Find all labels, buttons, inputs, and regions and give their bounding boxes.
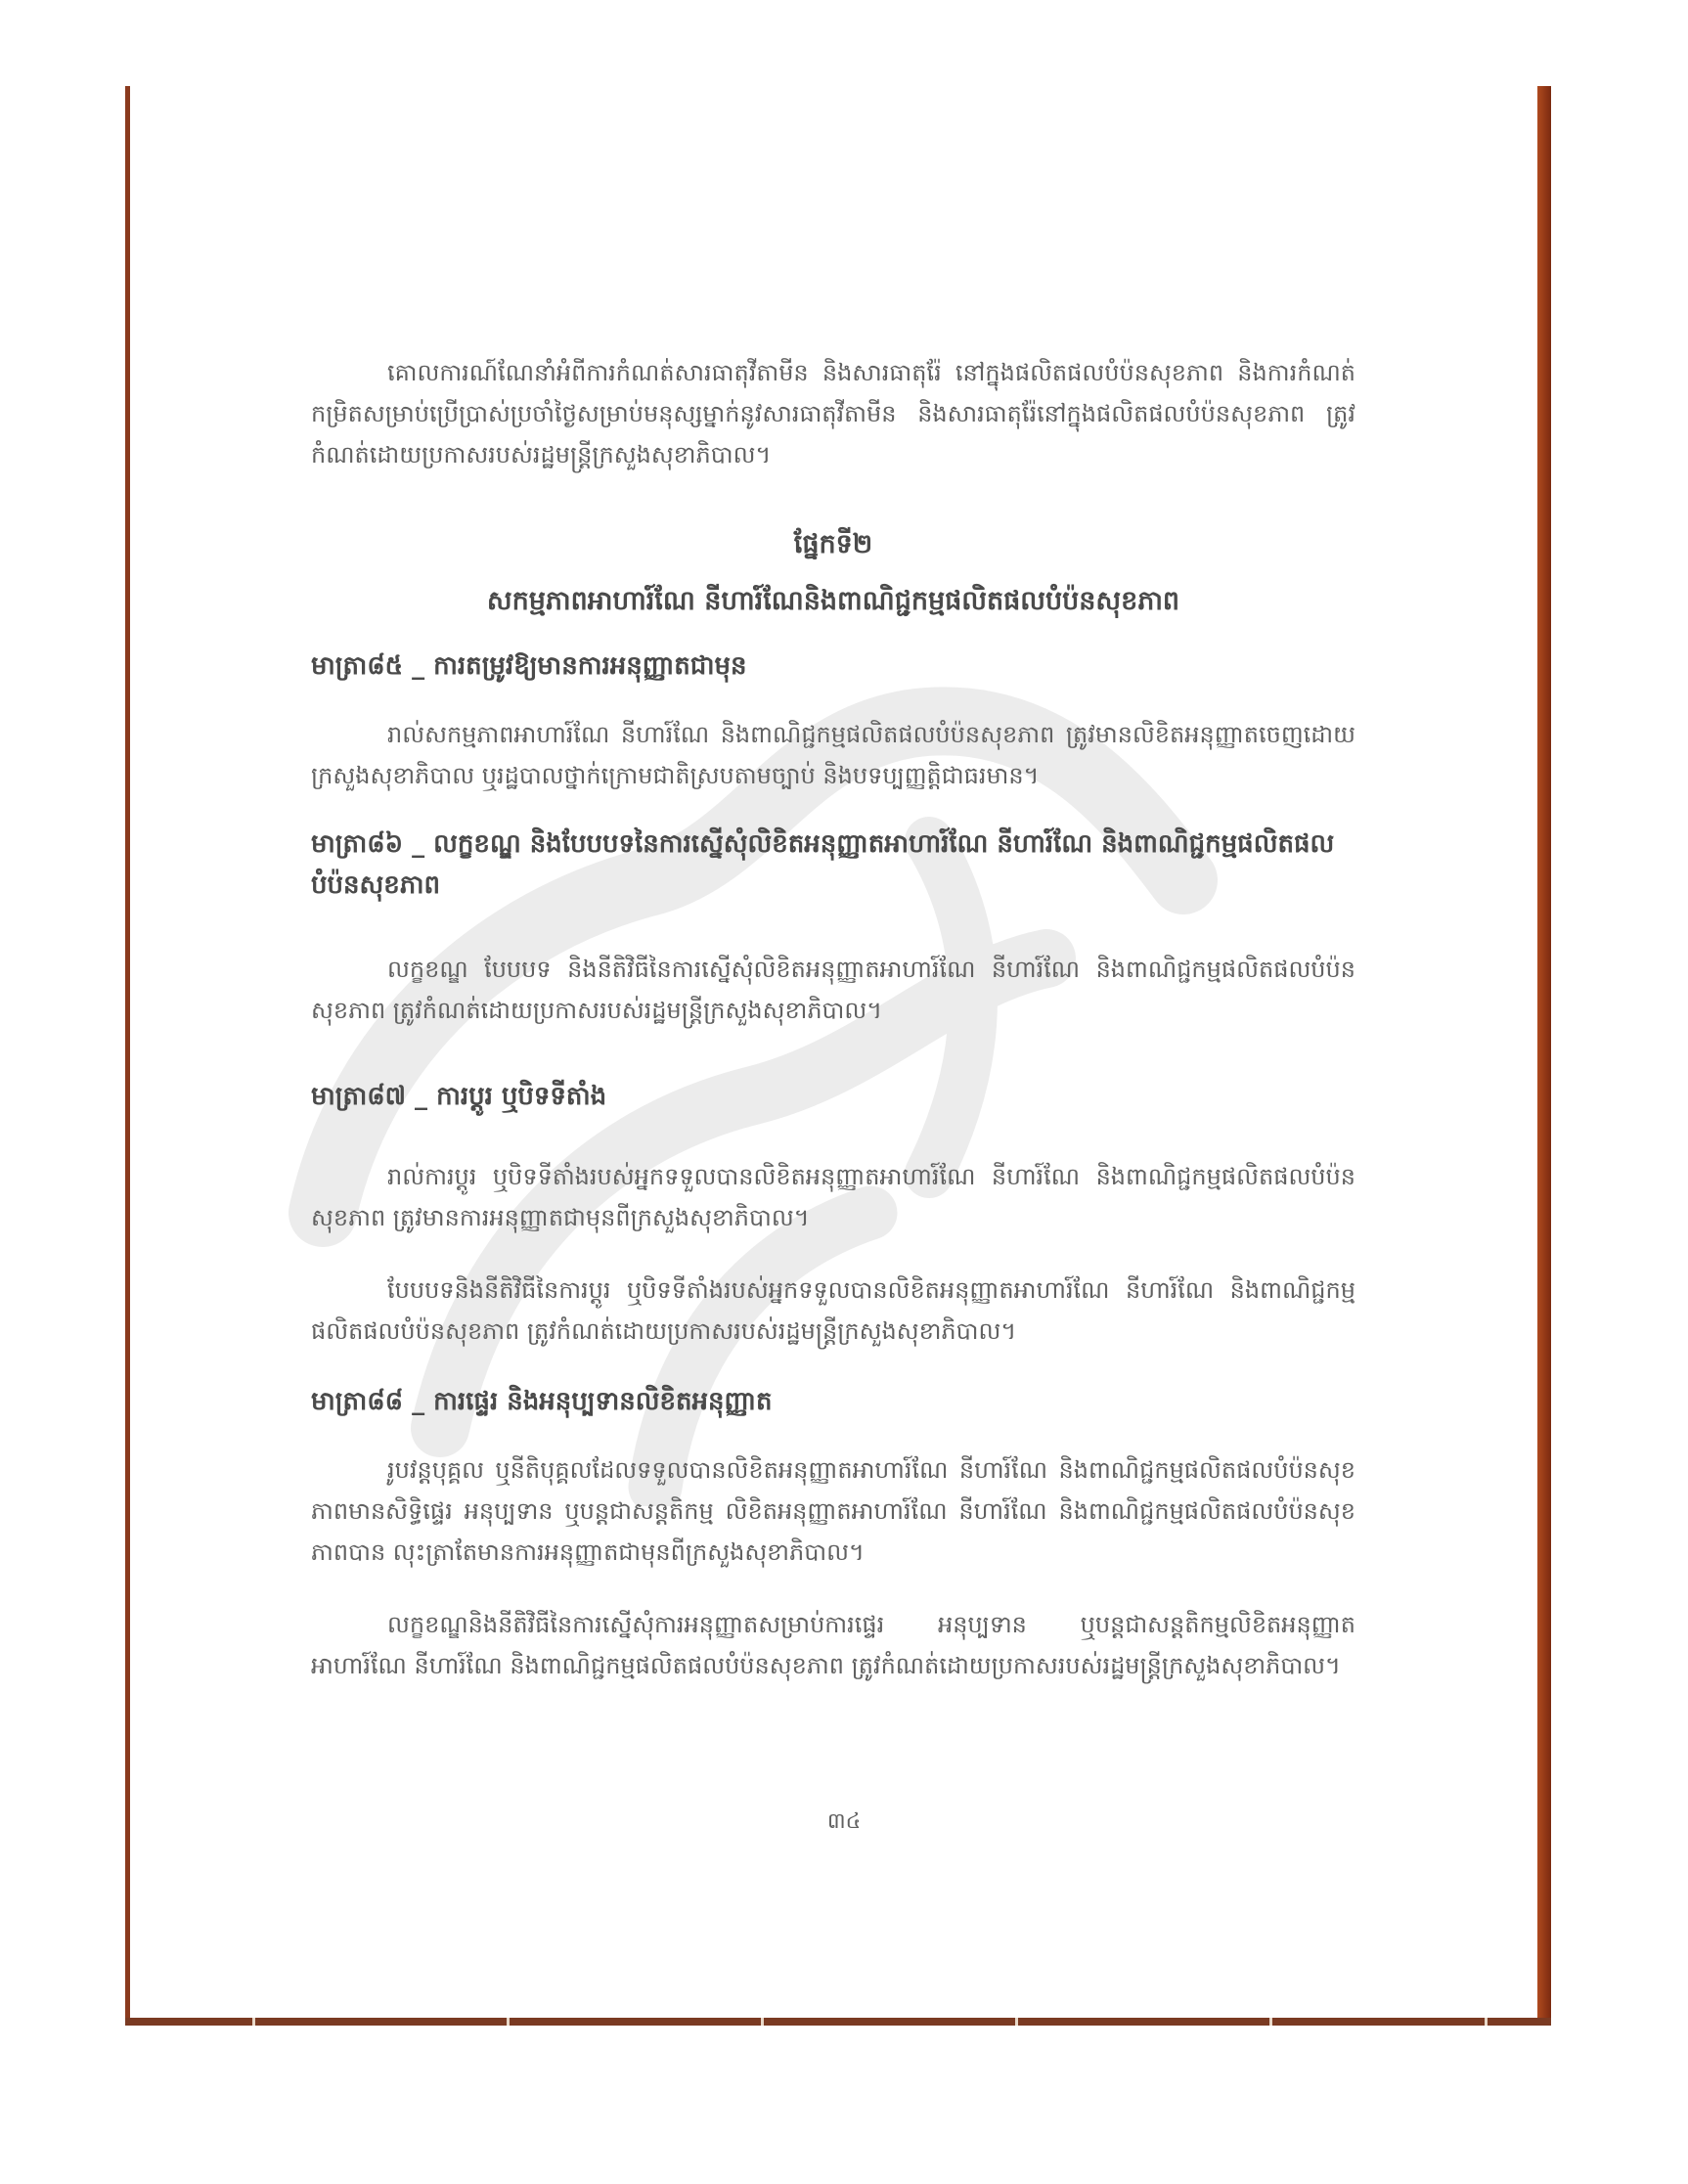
intro-paragraph: គោលការណ៍ណែនាំអំពីការកំណត់សារធាតុវីតាមីន និងសារធាតុរ៉ែ នៅក្នុងផលិតផលបំប៉នសុខភាព និងការកំណត់កម្រិតសម្រាប់ប្រើប្រាស់ប្រចាំថ្ងៃសម្រាប់មនុស្សម្នាក់នូវសារធាតុវីតាមីន និងសារធាតុរ៉ែនៅក្នុងផលិតផលបំប៉នសុខភាព ត្រូវកំណត់ដោយប្រកាសរបស់រដ្ឋមន្ត្រីក្រសួងសុខាភិបាល។	[311, 359, 1355, 468]
article-87-paragraph-1: រាល់ការប្ដូរ ឬបិទទីតាំងរបស់អ្នកទទួលបានលិខិតអនុញ្ញាតអាហារ៍ណែ នីហារ៍ណែ និងពាណិជ្ជកម្មផលិតផលបំប៉នសុខភាព ត្រូវមានការអនុញ្ញាតជាមុនពីក្រសួងសុខាភិបាល។	[311, 1163, 1355, 1231]
article-88-heading: មាត្រា៨៨ _ ការផ្ទេរ និងអនុប្បទានលិខិតអនុញ្ញាត	[311, 1387, 773, 1416]
article-86-heading: មាត្រា៨៦ _ លក្ខខណ្ឌ និងបែបបទនៃការស្នើសុំលិខិតអនុញ្ញាតអាហារ៍ណែ នីហារ៍ណែ និងពាណិជ្ជកម្មផលិតផលបំប៉នសុខភាព	[311, 829, 1335, 900]
article-85-paragraph-1: រាល់សកម្មភាពអាហារ៍ណែ នីហារ៍ណែ និងពាណិជ្ជកម្មផលិតផលបំប៉នសុខភាព ត្រូវមានលិខិតអនុញ្ញាតចេញដោយក្រសួងសុខាភិបាល ឬរដ្ឋបាលថ្នាក់ក្រោមជាតិស្របតាមច្បាប់ និងបទប្បញ្ញត្តិជាធរមាន។	[311, 721, 1355, 789]
article-87-heading: មាត្រា៨៧ _ ការប្ដូរ ឬបិទទីតាំង	[311, 1082, 607, 1111]
page-number: ៣៤	[826, 1809, 862, 1834]
part-title: សកម្មភាពអាហារ៍ណែ នីហារ៍ណែនិងពាណិជ្ជកម្មផលិតផលបំប៉នសុខភាព	[486, 586, 1180, 616]
page-edge-left	[125, 86, 130, 2023]
page-edge-right	[1537, 86, 1551, 2023]
article-88-paragraph-1: រូបវន្តបុគ្គល ឬនីតិបុគ្គលដែលទទួលបានលិខិតអនុញ្ញាតអាហារ៍ណែ នីហារ៍ណែ និងពាណិជ្ជកម្មផលិតផលបំប៉នសុខភាពមានសិទ្ធិផ្ទេរ អនុប្បទាន ឬបន្តជាសន្តតិកម្ម លិខិតអនុញ្ញាតអាហារ៍ណែ នីហារ៍ណែ និងពាណិជ្ជកម្មផលិតផលបំប៉នសុខភាពបាន លុះត្រាតែមានការអនុញ្ញាតជាមុនពីក្រសួងសុខាភិបាល។	[311, 1456, 1355, 1566]
article-87-paragraph-2: បែបបទនិងនីតិវិធីនៃការប្ដូរ ឬបិទទីតាំងរបស់អ្នកទទួលបានលិខិតអនុញ្ញាតអាហារ៍ណែ នីហារ៍ណែ និងពាណិជ្ជកម្មផលិតផលបំប៉នសុខភាព ត្រូវកំណត់ដោយប្រកាសរបស់រដ្ឋមន្ត្រីក្រសួងសុខាភិបាល។	[311, 1276, 1355, 1345]
article-86-paragraph-1: លក្ខខណ្ឌ បែបបទ និងនីតិវិធីនៃការស្នើសុំលិខិតអនុញ្ញាតអាហារ៍ណែ នីហារ៍ណែ និងពាណិជ្ជកម្មផលិតផលបំប៉នសុខភាព ត្រូវកំណត់ដោយប្រកាសរបស់រដ្ឋមន្ត្រីក្រសួងសុខាភិបាល។	[311, 956, 1355, 1024]
part-number: ផ្នែកទី២	[793, 529, 873, 559]
article-85-heading: មាត្រា៨៥ _ ការតម្រូវឱ្យមានការអនុញ្ញាតជាមុន	[311, 651, 747, 681]
article-88-paragraph-2: លក្ខខណ្ឌនិងនីតិវិធីនៃការស្នើសុំការអនុញ្ញាតសម្រាប់ការផ្ទេរ អនុប្បទាន ឬបន្តជាសន្តតិកម្មលិខិតអនុញ្ញាតអាហារ៍ណែ នីហារ៍ណែ និងពាណិជ្ជកម្មផលិតផលបំប៉នសុខភាព ត្រូវកំណត់ដោយប្រកាសរបស់រដ្ឋមន្ត្រីក្រសួងសុខាភិបាល។	[311, 1611, 1355, 1679]
page-edge-bottom	[125, 2018, 1551, 2026]
